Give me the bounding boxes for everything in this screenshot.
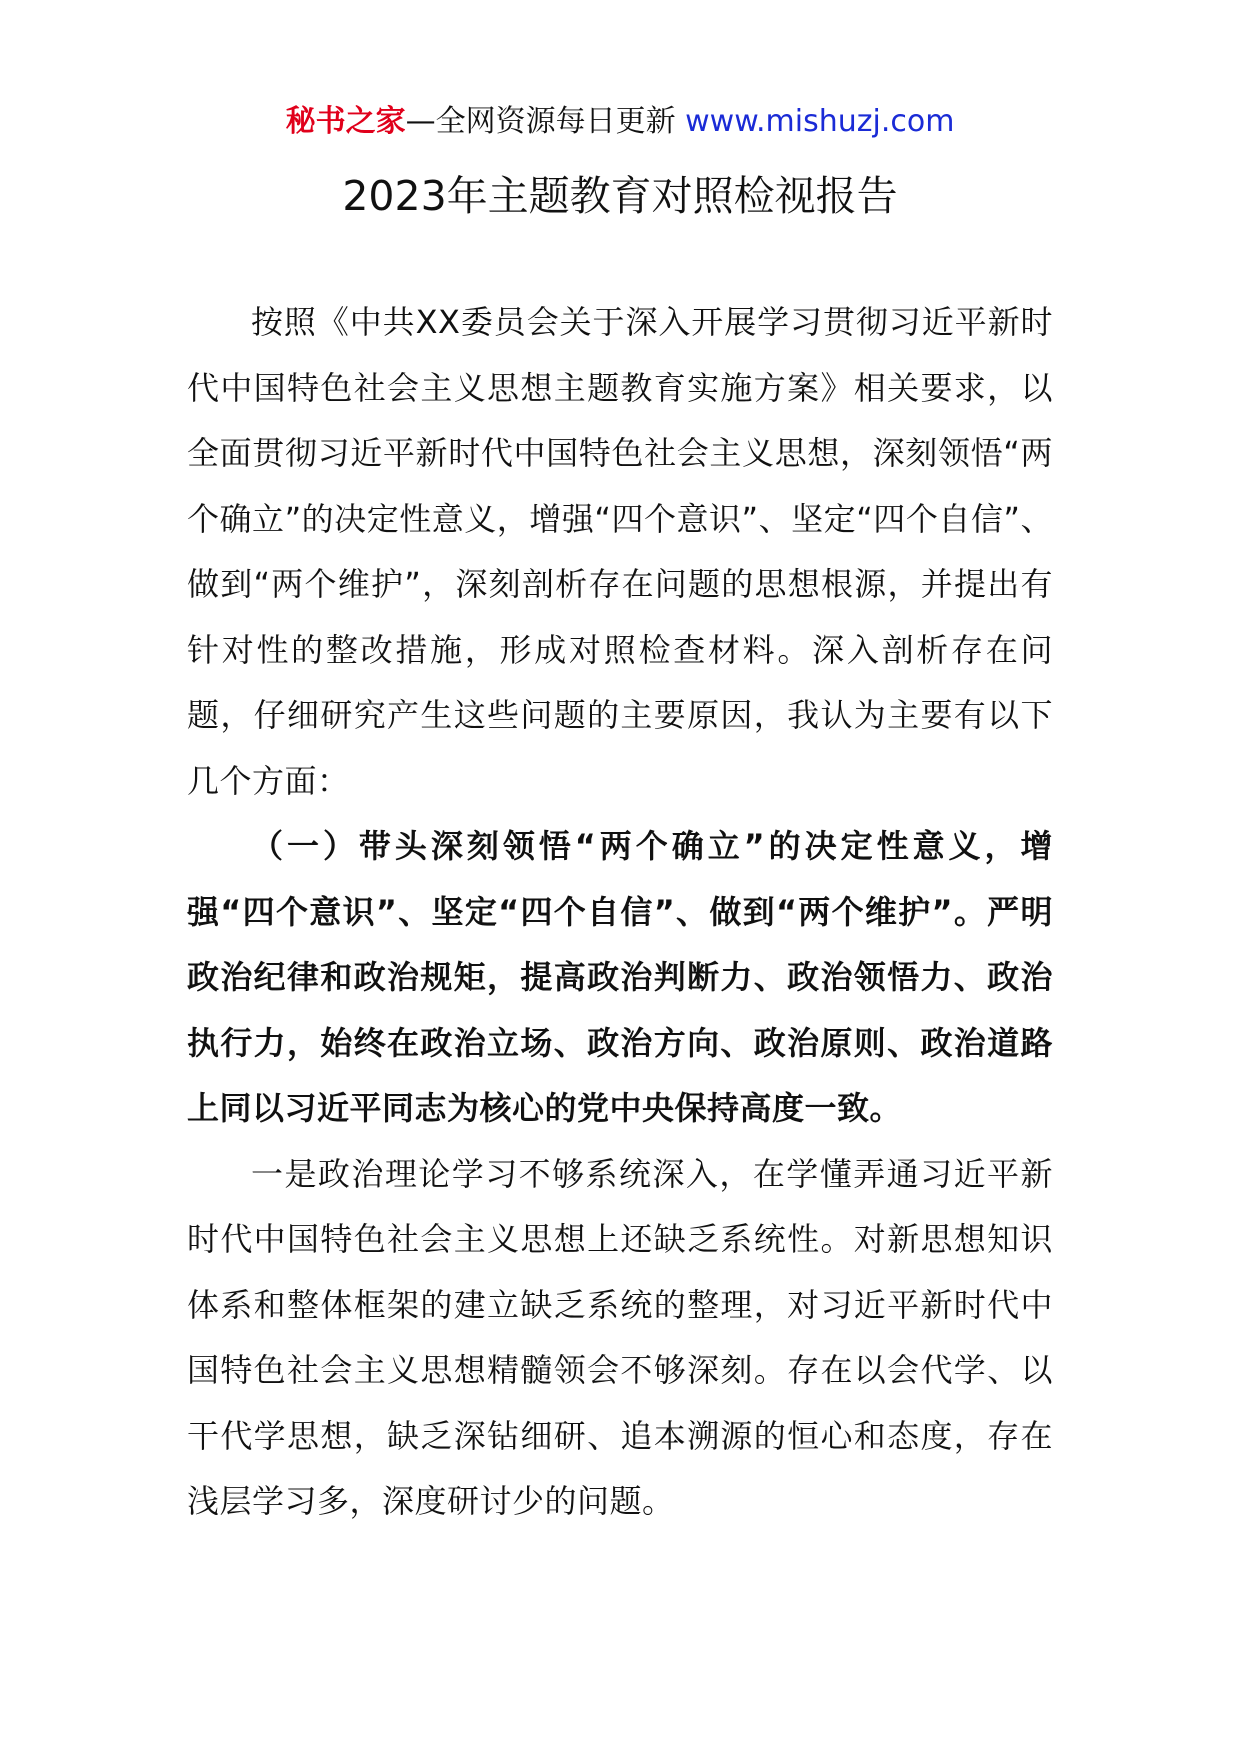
site-url-link[interactable]: www.mishuzj.com <box>685 104 955 139</box>
intro-paragraph: 按照《中共XX委员会关于深入开展学习贯彻习近平新时代中国特色社会主义思想主题教育实施方案》相关要求，以全面贯彻习近平新时代中国特色社会主义思想，深刻领悟“两个确立”的决定性意义，增强“四个意识”、坚定“四个自信”、做到“两个维护”，深刻剖析存在问题的思想根源，并提出有针对性的整改措施，形成对照检查材料。深入剖析存在问题，仔细研究产生这些问题的主要原因，我认为主要有以下几个方面： <box>187 303 1053 800</box>
site-header <box>0 102 1240 142</box>
issue-paragraph: 一是政治理论学习不够系统深入，在学懂弄通习近平新时代中国特色社会主义思想上还缺乏系统性。对新思想知识体系和整体框架的建立缺乏系统的整理，对习近平新时代中国特色社会主义思想精髓领会不够深刻。存在以会代学、以干代学思想，缺乏深钻细研、追本溯源的恒心和态度，存在浅层学习多，深度研讨少的问题。 <box>187 1154 1053 1520</box>
header-tagline: —全网资源每日更新 <box>405 104 686 139</box>
brand-name: 秘书之家 <box>285 104 406 139</box>
document-body <box>187 290 1053 1535</box>
document-title: 2023年主题教育对照检视报告 <box>342 172 898 220</box>
section-heading-paragraph: （一）带头深刻领悟“两个确立”的决定性意义，增强“四个意识”、坚定“四个自信”、做到“两个维护”。严明政治纪律和政治规矩，提高政治判断力、政治领悟力、政治执行力，始终在政治立场、政治方向、政治原则、政治道路上同以习近平同志为核心的党中央保持高度一致。 <box>187 827 1053 1127</box>
